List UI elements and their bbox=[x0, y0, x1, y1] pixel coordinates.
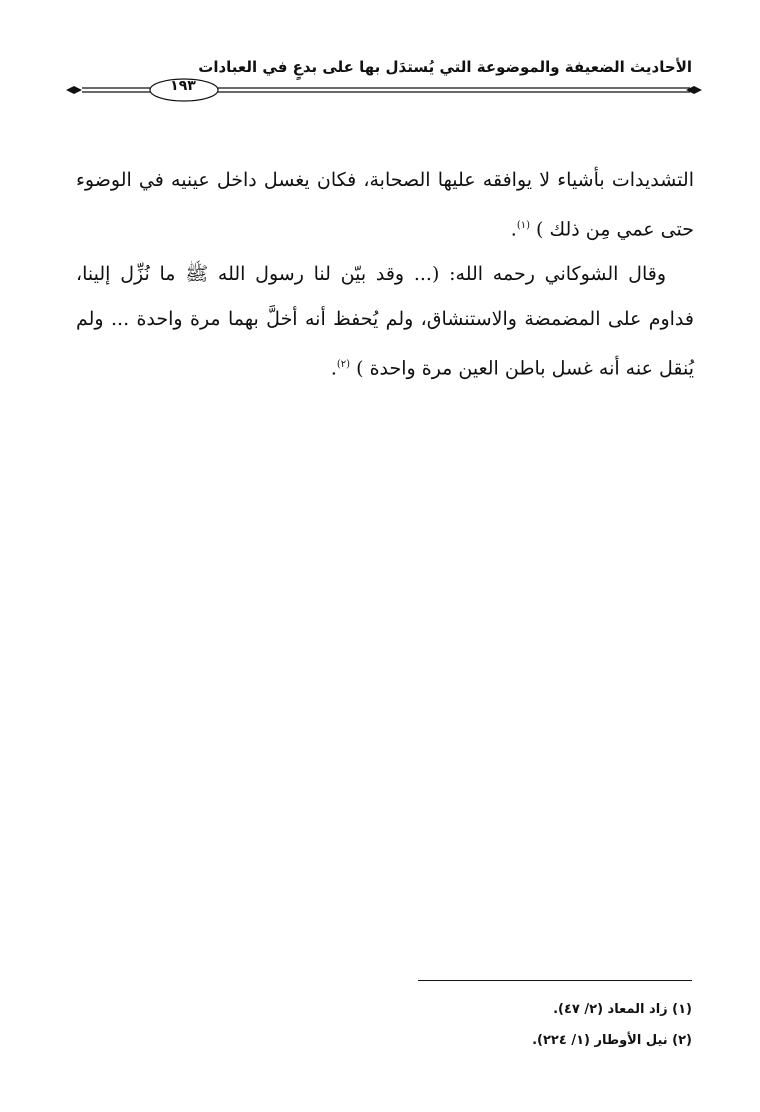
footnote-divider bbox=[418, 980, 692, 981]
paragraph-2-text: وقال الشوكاني رحمه الله: (... وقد بيّن لنا رسول الله ﷺ ما نُزِّل إلينا، فداوم على المضمضة والاستنشاق، ولم يُحفظ أنه أخلَّ بهما مرة واحدة ... ولم يُنقل عنه أنه غسل باطن العين مرة واحدة ) bbox=[76, 263, 694, 380]
right-diamond-icon bbox=[686, 86, 702, 94]
left-diamond-icon bbox=[66, 86, 82, 94]
paragraph-1 bbox=[76, 158, 694, 252]
footnote-2: (٢) نيل الأوطار (١/ ٢٢٤). bbox=[532, 1033, 692, 1048]
running-title: الأحاديث الضعيفة والموضوعة التي يُستدَل بها على بدعٍ في العبادات bbox=[198, 58, 692, 76]
paragraph-2-end: . bbox=[330, 357, 337, 380]
footnotes bbox=[362, 994, 692, 1056]
footnote-ref-1: (١) bbox=[516, 220, 530, 231]
footnote-ref-2: (٢) bbox=[336, 359, 351, 371]
paragraph-1-text: التشديدات بأشياء لا يوافقه عليها الصحابة، فكان يغسل داخل عينيه في الوضوء حتى عمي مِن ذلك ) bbox=[76, 169, 694, 241]
page-header bbox=[64, 56, 704, 104]
main-text bbox=[76, 158, 694, 392]
paragraph-1-end: . bbox=[510, 218, 517, 241]
page-number: ١٩٣ bbox=[170, 78, 196, 94]
paragraph-2 bbox=[76, 252, 694, 391]
footnote-1: (١) زاد المعاد (٢/ ٤٧). bbox=[553, 1002, 692, 1017]
